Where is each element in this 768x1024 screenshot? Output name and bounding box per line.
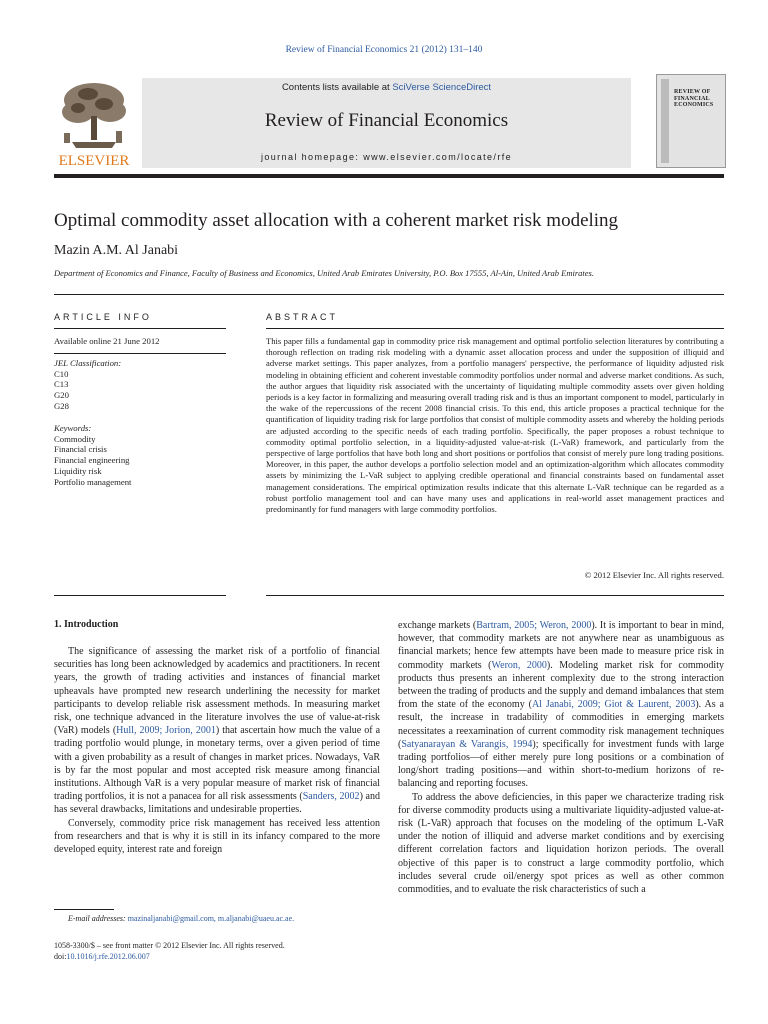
keyword: Financial crisis — [54, 444, 107, 455]
citation-link[interactable]: Hull, 2009; Jorion, 2001 — [116, 725, 216, 737]
paragraph: exchange markets (Bartram, 2005; Weron, 2000). It is important to bear in mind, however, that commodity markets are not anywhere near as unambiguous as financial markets; hence few attempts have been made to measure price risk in commodity markets (Weron, 2000). Modeling market risk for commodity products thus presents an inherent complexity due to the strong interaction between the trading of products and the supply and demand imbalances that stem from the state of the economy (Al Janabi, 2009; Giot & Laurent, 2003). As a result, the increase in tradability of commodities in emerging markets necessitates a reexamination of current commodity risk management techniques (Satyanarayan & Varangis, 1994); specifically for investment funds with large trading portfolios—of either merely pure long positions or a combination of long/short trading positions—and within short-to-medium horizons of re-balancing and reporting focuses. — [398, 620, 725, 790]
jel-code: C10 — [54, 368, 69, 379]
keyword: Financial engineering — [54, 455, 130, 466]
email-label: E-mail addresses: — [68, 914, 128, 923]
citation-link[interactable]: Satyanarayan & Varangis, 1994 — [401, 738, 533, 750]
contents-line — [142, 82, 631, 93]
journal-cover-thumbnail[interactable] — [656, 74, 726, 168]
divider — [54, 595, 226, 596]
sciencedirect-link[interactable]: SciVerse ScienceDirect — [392, 82, 492, 93]
author-affiliation: Department of Economics and Finance, Faculty of Business and Economics, United Arab Emirates University, P.O. Box 17555, Al-Ain, United Arab Emirates. — [54, 268, 594, 278]
divider — [54, 353, 226, 354]
journal-citation[interactable]: Review of Financial Economics 21 (2012) 131–140 — [285, 45, 483, 55]
keyword: Commodity — [54, 433, 96, 444]
keywords-label: Keywords: — [54, 422, 92, 433]
divider — [266, 595, 724, 596]
paragraph: To address the above deficiencies, in this paper we characterize trading risk for diverse commodity products using a multivariate liquidity-adjusted value-at-risk (L-VaR) approach that focuses on the modeling of the optimum L-VaR under the notion of illiquid and adverse market conditions and by exercising different correlation factors and liquidation horizon periods. The overall objective of this paper is to construct a large commodity portfolio, which includes several crude oil/energy spot prices as well as other common commodities, and to evaluate the risk characteristics of such a — [398, 791, 724, 896]
jel-code: C13 — [54, 379, 69, 390]
article-info — [54, 336, 226, 488]
jel-label: JEL Classification: — [54, 357, 122, 368]
cover-spine — [661, 79, 669, 163]
author-name[interactable]: Mazin A.M. Al Janabi — [54, 243, 179, 258]
jel-code: G20 — [54, 390, 69, 401]
front-matter — [54, 940, 285, 962]
citation-link[interactable]: Sanders, 2002 — [302, 791, 360, 803]
keyword: Liquidity risk — [54, 465, 102, 476]
copyright: © 2012 Elsevier Inc. All rights reserved. — [584, 570, 724, 580]
journal-name: Review of Financial Economics — [264, 110, 509, 131]
body-column-left — [54, 645, 380, 856]
publisher-name: ELSEVIER — [58, 153, 130, 168]
citation-link[interactable]: Bartram, 2005; Weron, 2000 — [476, 620, 592, 631]
jel-code: G28 — [54, 400, 69, 411]
footnote — [54, 914, 294, 923]
article-title: Optimal commodity asset allocation with a coherent market risk modeling — [54, 210, 619, 231]
cover-title: REVIEW OF FINANCIAL ECONOMICS — [674, 89, 714, 108]
issn-line: 1058-3300/$ – see front matter © 2012 Elsevier Inc. All rights reserved. — [54, 941, 285, 950]
divider — [54, 328, 226, 329]
abstract-text: This paper fills a fundamental gap in commodity price risk management and optimal portfolio selection literatures by contributing a thorough reflection on trading risk modeling with a dynamic asset allocation process and under the supposition of illiquid and adverse market settings. This paper analyzes, from a portfolio managers' perspective, the performance of liquidity adjusted risk modeling in obtaining efficient and coherent investable commodity portfolios under normal and adverse market conditions. As such, the author argues that liquidity risk associated with the uncertainty of liquidating multiple commodity assets over given holding periods is a key factor in formalizing and measuring overall trading risk and is thus an important component to model, particularly in the wake of the repercussions of the recent 2008 financial crisis. To this end, this article proposes a practical technique for the quantification of liquidity trading risk for large portfolios that consist of multiple commodity assets and whereby the holding periods are adjusted according to the specific needs of each trading portfolio. Specifically, the paper proposes a robust technique to commodity optimal portfolio selection, in a liquidity-adjusted value-at-risk (L-VaR) framework, and particularly from the perspective of large portfolios that have both long and short positions or portfolios that consist of merely pure long trading positions. Moreover, in this paper, the author develops a portfolio selection model and an optimization-algorithm which allocates commodity assets by minimizing the L-VaR subject to applying credible operational and financial constraints based on fundamental asset management considerations. The empirical optimization results indicate that this alternate L-VaR technique can be regarded as a robust portfolio management tool and can have many uses and applications in real-world asset management practices and predominantly for fund managers with large commodity portfolios. — [266, 336, 724, 515]
footnote-rule — [54, 909, 114, 910]
journal-homepage[interactable]: journal homepage: www.elsevier.com/locate/rfe — [260, 152, 513, 162]
citation-link[interactable]: Al Janabi, 2009; Giot & Laurent, 2003 — [531, 699, 696, 711]
citation-link[interactable]: Weron, 2000 — [491, 659, 547, 671]
article-info-heading: ARTICLE INFO — [54, 312, 152, 322]
doi-label: doi: — [54, 952, 67, 961]
divider — [266, 328, 724, 329]
elsevier-logo — [54, 78, 134, 168]
available-online: Available online 21 June 2012 — [54, 336, 160, 346]
paragraph: The significance of assessing the market risk of a portfolio of financial securities has long been acknowledged by academics and practitioners. In recent years, the growth of trading activities and instances of financial market upheavals have prompted new research underlining the necessity for market participants to develop reliable risk assessment methods. In measuring market risk, one technique advanced in the literature involves the use of value-at-risk (VaR) models (Hull, 2009; Jorion, 2001) that ascertain how much the value of a trading portfolio would plunge, in monetary terms, over a given period of time with a given probability as a result of changes in market prices. Nowadays, VaR is by far the most popular and most accepted risk measure among financial institutions. Although VaR is a very popular measure of market risk of financial trading portfolios, it is not a panacea for all risk assessments (Sanders, 2002) and has several drawbacks, limitations and undesirable properties. — [54, 646, 381, 816]
contents-prefix: Contents lists available at — [281, 82, 393, 93]
paragraph: Conversely, commodity price risk management has received less attention from researchers and that is why it is still in its infancy compared to the more developed equity, interest rate and foreign — [54, 817, 380, 856]
body-column-right — [398, 619, 724, 896]
abstract-heading: ABSTRACT — [266, 312, 339, 322]
keyword: Portfolio management — [54, 476, 132, 487]
doi-link[interactable]: 10.1016/j.rfe.2012.06.007 — [66, 952, 150, 961]
section-heading-introduction: 1. Introduction — [54, 619, 119, 630]
tree-icon — [54, 78, 134, 168]
divider — [54, 294, 724, 295]
email-links[interactable]: mazinaljanabi@gmail.com, m.aljanabi@uaeu.ac.ae. — [127, 914, 295, 923]
header-rule — [54, 174, 724, 178]
